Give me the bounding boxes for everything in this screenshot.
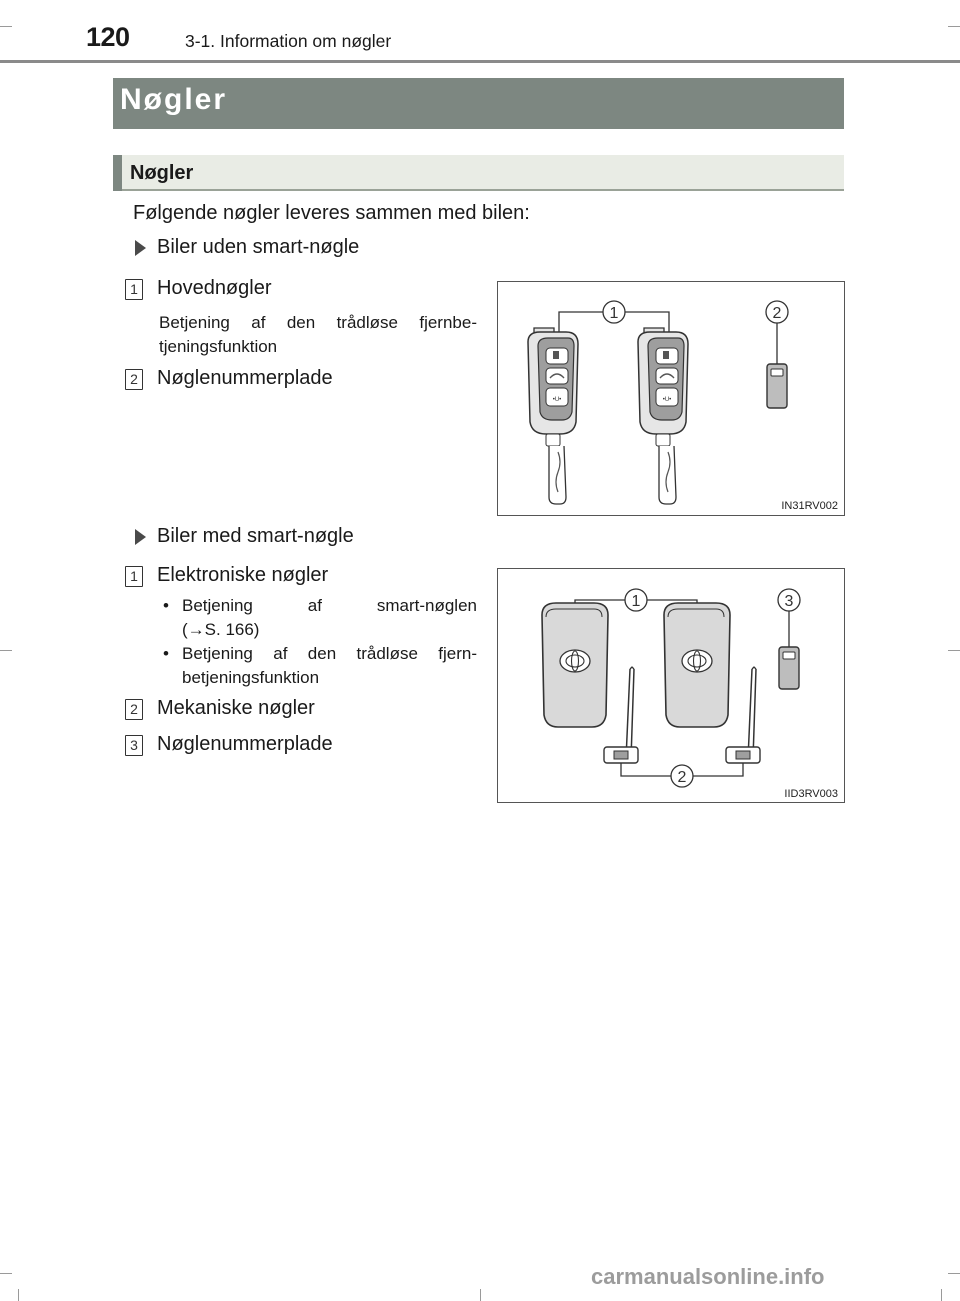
figure-code: IID3RV003 [784,788,838,800]
item-description: Betjening af den trådløse fjernbe- [159,313,477,332]
item-number-badge: 3 [125,735,143,756]
section-label: 3-1. Information om nøgler [185,31,392,51]
crop-mark [948,650,960,651]
triangle-bullet-icon [135,240,146,256]
crop-mark [0,26,12,27]
item-label: Elektroniske nøgler [157,564,329,586]
master-key-icon [528,328,578,504]
item-number-badge: 1 [125,566,143,587]
figure-keys-without-smart-key [497,281,845,516]
figure-code: IN31RV002 [781,500,838,512]
watermark: carmanualsonline.info [591,1264,825,1289]
crop-mark [18,1289,19,1301]
group1-heading: Biler uden smart-nøgle [157,236,360,258]
bullet-dot: • [163,644,169,663]
item-label: Nøglenummerplade [157,733,333,755]
electronic-key-icon [664,603,760,763]
keys-illustration [498,569,843,801]
item-number-badge: 2 [125,699,143,720]
item-description: tjeningsfunktion [159,337,278,356]
callout-number: 1 [609,305,619,322]
sub-title-banner [113,155,844,191]
page-reference: (→S. 166) [182,620,260,639]
crop-mark [948,26,960,27]
master-key-icon [638,328,688,504]
main-title: Nøgler [120,83,228,116]
callout-number: 1 [631,593,641,610]
electronic-key-icon [542,603,638,763]
page-number: 120 [86,22,130,52]
triangle-bullet-icon [135,529,146,545]
sub-title-accent-bar [113,155,122,191]
callout-number: 3 [784,593,794,610]
crop-mark [941,1289,942,1301]
item-label: Nøglenummerplade [157,367,333,389]
group2-heading: Biler med smart-nøgle [157,525,354,547]
crop-mark [0,650,12,651]
item-number-badge: 1 [125,279,143,300]
bullet-text: Betjening af den trådløse fjern- [182,644,477,663]
item-label: Hovednøgler [157,277,272,299]
crop-mark [480,1289,481,1301]
item-label: Mekaniske nøgler [157,697,315,719]
callout-number: 2 [772,305,782,322]
keys-illustration [498,282,843,514]
item-number-badge: 2 [125,369,143,390]
bullet-dot: • [163,596,169,615]
header-rule [0,60,960,63]
callout-number: 2 [677,769,687,786]
bullet-text: Betjening af smart-nøglen [182,596,477,615]
intro-text: Følgende nøgler leveres sammen med bilen: [133,202,530,224]
figure-keys-with-smart-key [497,568,845,803]
bullet-text: betjeningsfunktion [182,668,320,687]
crop-mark [0,1273,12,1274]
sub-title: Nøgler [130,162,194,184]
crop-mark [948,1273,960,1274]
